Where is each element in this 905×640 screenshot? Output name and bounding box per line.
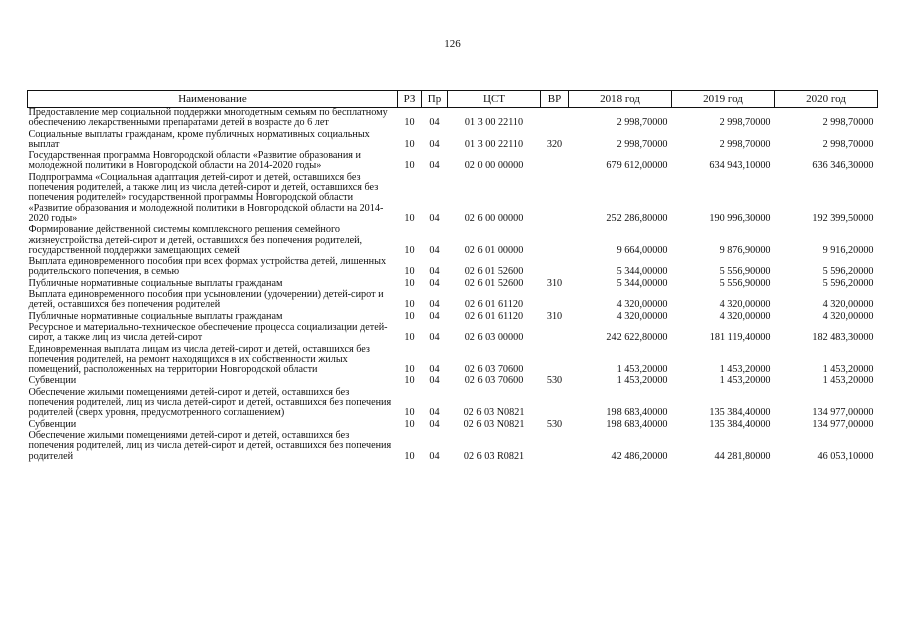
row-name: Подпрограмма «Социальная адаптация детей-сирот и детей, оставшихся без попечения родителей, а также лиц из числа детей-сирот и детей, оставшихся без попечения родителей» государственной программы Новгородской области «Развитие образования и молодежной политики в Новгородской области на 2014-2020 годы» bbox=[28, 171, 384, 224]
row-2020: 134 977,00000 bbox=[812, 418, 874, 430]
row-rz: 10 bbox=[404, 364, 415, 376]
row-2018: 9 664,00000 bbox=[616, 244, 668, 256]
row-vr bbox=[541, 173, 569, 225]
table-row bbox=[28, 345, 878, 377]
row-vr: 530 bbox=[546, 375, 563, 387]
row-2018: 1 453,20000 bbox=[616, 364, 668, 376]
row-2019: 2 998,70000 bbox=[719, 138, 771, 150]
table-row bbox=[28, 431, 878, 463]
row-name: Выплата единовременного пособия при усыновлении (удочерении) детей-сирот и детей, оставшихся без попечения родителей bbox=[28, 289, 384, 311]
row-vr bbox=[541, 108, 569, 130]
page-number: 126 bbox=[444, 38, 461, 50]
row-cst: 02 6 03 00000 bbox=[464, 332, 524, 344]
row-rz: 10 bbox=[404, 117, 415, 129]
row-pr: 04 bbox=[429, 375, 440, 387]
row-rz: 10 bbox=[404, 450, 415, 462]
row-2018: 5 344,00000 bbox=[616, 266, 668, 278]
row-pr: 04 bbox=[429, 364, 440, 376]
row-vr bbox=[541, 225, 569, 257]
row-cst: 02 6 03 70600 bbox=[464, 375, 524, 387]
header-cst: ЦСТ bbox=[448, 91, 541, 108]
table-row bbox=[28, 225, 878, 257]
row-2018: 4 320,00000 bbox=[616, 299, 668, 311]
row-rz: 10 bbox=[404, 266, 415, 278]
row-cst: 01 3 00 22110 bbox=[464, 117, 524, 129]
row-vr: 320 bbox=[546, 138, 563, 150]
row-2019: 4 320,00000 bbox=[719, 299, 771, 311]
row-name: Обеспечение жилыми помещениями детей-сирот и детей, оставшихся без попечения родителей, лиц из числа детей-сирот и детей, оставшихся без попечения родителей bbox=[28, 429, 392, 462]
row-2020: 2 998,70000 bbox=[822, 138, 874, 150]
header-rz: РЗ bbox=[398, 91, 422, 108]
row-cst: 02 6 01 00000 bbox=[464, 244, 524, 256]
row-name: Публичные нормативные социальные выплаты гражданам bbox=[28, 310, 283, 322]
row-cst: 02 6 01 61120 bbox=[464, 310, 524, 322]
row-vr: 310 bbox=[546, 310, 563, 322]
row-2019: 4 320,00000 bbox=[719, 310, 771, 322]
row-2019: 181 119,40000 bbox=[709, 332, 771, 344]
row-cst: 01 3 00 22110 bbox=[464, 138, 524, 150]
row-2019: 1 453,20000 bbox=[719, 375, 771, 387]
row-2019: 135 384,40000 bbox=[709, 407, 771, 419]
row-2020: 134 977,00000 bbox=[812, 407, 874, 419]
row-2018: 679 612,00000 bbox=[606, 160, 668, 172]
row-2020: 46 053,10000 bbox=[817, 450, 874, 462]
row-2020: 4 320,00000 bbox=[822, 299, 874, 311]
table-row bbox=[28, 257, 878, 279]
row-pr: 04 bbox=[429, 266, 440, 278]
row-2018: 198 683,40000 bbox=[606, 418, 668, 430]
row-vr bbox=[541, 431, 569, 463]
row-pr: 04 bbox=[429, 160, 440, 172]
row-cst: 02 0 00 00000 bbox=[464, 160, 524, 172]
row-pr: 04 bbox=[429, 117, 440, 129]
header-2019: 2019 год bbox=[672, 91, 775, 108]
row-rz: 10 bbox=[404, 310, 415, 322]
table-body bbox=[28, 108, 878, 463]
row-2020: 9 916,20000 bbox=[822, 244, 874, 256]
row-pr: 04 bbox=[429, 418, 440, 430]
row-name: Ресурсное и материально-техническое обеспечение процесса социализации детей-сирот, а также лиц из числа детей-сирот bbox=[28, 321, 388, 344]
row-2018: 2 998,70000 bbox=[616, 138, 668, 150]
row-pr: 04 bbox=[429, 299, 440, 311]
row-2019: 44 281,80000 bbox=[714, 450, 771, 462]
row-cst: 02 6 01 52600 bbox=[464, 277, 524, 289]
row-2020: 1 453,20000 bbox=[822, 375, 874, 387]
row-vr bbox=[541, 290, 569, 312]
row-rz: 10 bbox=[404, 375, 415, 387]
header-pr: Пр bbox=[422, 91, 448, 108]
row-vr bbox=[541, 323, 569, 345]
row-pr: 04 bbox=[429, 332, 440, 344]
row-2018: 1 453,20000 bbox=[616, 375, 668, 387]
row-cst: 02 6 03 N0821 bbox=[463, 418, 525, 430]
row-name: Публичные нормативные социальные выплаты гражданам bbox=[28, 277, 283, 289]
row-cst: 02 6 00 00000 bbox=[464, 212, 524, 224]
row-2020: 192 399,50000 bbox=[812, 212, 874, 224]
header-2020: 2020 год bbox=[775, 91, 878, 108]
row-rz: 10 bbox=[404, 160, 415, 172]
row-2019: 9 876,90000 bbox=[719, 244, 771, 256]
row-rz: 10 bbox=[404, 299, 415, 311]
table-row bbox=[28, 323, 878, 345]
row-cst: 02 6 03 70600 bbox=[464, 364, 524, 376]
row-rz: 10 bbox=[404, 212, 415, 224]
row-pr: 04 bbox=[429, 244, 440, 256]
row-vr bbox=[541, 257, 569, 279]
row-2019: 1 453,20000 bbox=[719, 364, 771, 376]
row-pr: 04 bbox=[429, 277, 440, 289]
row-2018: 4 320,00000 bbox=[616, 310, 668, 322]
row-vr: 310 bbox=[546, 277, 563, 289]
row-2020: 182 483,30000 bbox=[812, 332, 874, 344]
row-cst: 02 6 03 R0821 bbox=[463, 450, 525, 462]
table-row bbox=[28, 130, 878, 152]
row-name: Единовременная выплата лицам из числа детей-сирот и детей, оставшихся без попечения родителей, на ремонт находящихся в их собственности жилых помещений, расположенных на территории Новгородской области bbox=[28, 343, 370, 376]
budget-table bbox=[27, 90, 878, 463]
row-rz: 10 bbox=[404, 418, 415, 430]
row-2019: 190 996,30000 bbox=[709, 212, 771, 224]
row-name: Государственная программа Новгородской области «Развитие образования и молодежной политики в Новгородской области на 2014-2020 годы» bbox=[28, 150, 361, 172]
row-pr: 04 bbox=[429, 450, 440, 462]
row-rz: 10 bbox=[404, 407, 415, 419]
row-2020: 4 320,00000 bbox=[822, 310, 874, 322]
table-row bbox=[28, 108, 878, 130]
row-rz: 10 bbox=[404, 277, 415, 289]
row-name: Субвенции bbox=[28, 418, 77, 430]
row-2018: 198 683,40000 bbox=[606, 407, 668, 419]
row-name: Субвенции bbox=[28, 375, 77, 387]
row-2019: 634 943,10000 bbox=[709, 160, 771, 172]
row-cst: 02 6 01 61120 bbox=[464, 299, 524, 311]
row-pr: 04 bbox=[429, 212, 440, 224]
row-cst: 02 6 01 52600 bbox=[464, 266, 524, 278]
table-row bbox=[28, 151, 878, 173]
row-2018: 2 998,70000 bbox=[616, 117, 668, 129]
table-row bbox=[28, 290, 878, 312]
header-2018: 2018 год bbox=[569, 91, 672, 108]
row-2020: 636 346,30000 bbox=[812, 160, 874, 172]
row-2020: 5 596,20000 bbox=[822, 277, 874, 289]
row-vr: 530 bbox=[546, 418, 563, 430]
table-header-row bbox=[28, 91, 878, 108]
row-vr bbox=[541, 151, 569, 173]
row-pr: 04 bbox=[429, 310, 440, 322]
table-row bbox=[28, 173, 878, 225]
row-2020: 1 453,20000 bbox=[822, 364, 874, 376]
row-2018: 252 286,80000 bbox=[606, 212, 668, 224]
header-vr: ВР bbox=[541, 91, 569, 108]
row-2020: 5 596,20000 bbox=[822, 266, 874, 278]
row-2020: 2 998,70000 bbox=[822, 117, 874, 129]
row-2019: 2 998,70000 bbox=[719, 117, 771, 129]
row-vr bbox=[541, 388, 569, 420]
header-name: Наименование bbox=[28, 91, 398, 108]
row-2018: 42 486,20000 bbox=[611, 450, 668, 462]
row-2019: 5 556,90000 bbox=[719, 277, 771, 289]
row-pr: 04 bbox=[429, 407, 440, 419]
row-2018: 242 622,80000 bbox=[606, 332, 668, 344]
row-name: Социальные выплаты гражданам, кроме публичных нормативных социальных выплат bbox=[28, 128, 370, 150]
row-rz: 10 bbox=[404, 138, 415, 150]
row-2019: 135 384,40000 bbox=[709, 418, 771, 430]
row-name: Обеспечение жилыми помещениями детей-сирот и детей, оставшихся без попечения родителей, лиц из числа детей-сирот и детей, оставшихся без попечения родителей (сверх уровня, предусмотренного соглашением) bbox=[28, 386, 392, 419]
row-2018: 5 344,00000 bbox=[616, 277, 668, 289]
row-name: Предоставление мер социальной поддержки многодетным семьям по бесплатному обеспечению лекарственными препаратами детей в возрасте до 6 лет bbox=[28, 107, 388, 129]
row-name: Формирование действенной системы комплексного решения семейного жизнеустройства детей-сирот и детей, оставшихся без попечения родителей, государственной поддержки замещающих семей bbox=[28, 224, 363, 256]
row-2019: 5 556,90000 bbox=[719, 266, 771, 278]
row-cst: 02 6 03 N0821 bbox=[463, 407, 525, 419]
row-name: Выплата единовременного пособия при всех формах устройства детей, лишенных родительского попечения, в семью bbox=[28, 256, 387, 278]
table-row bbox=[28, 388, 878, 420]
row-rz: 10 bbox=[404, 332, 415, 344]
row-pr: 04 bbox=[429, 138, 440, 150]
row-vr bbox=[541, 345, 569, 377]
row-rz: 10 bbox=[404, 244, 415, 256]
